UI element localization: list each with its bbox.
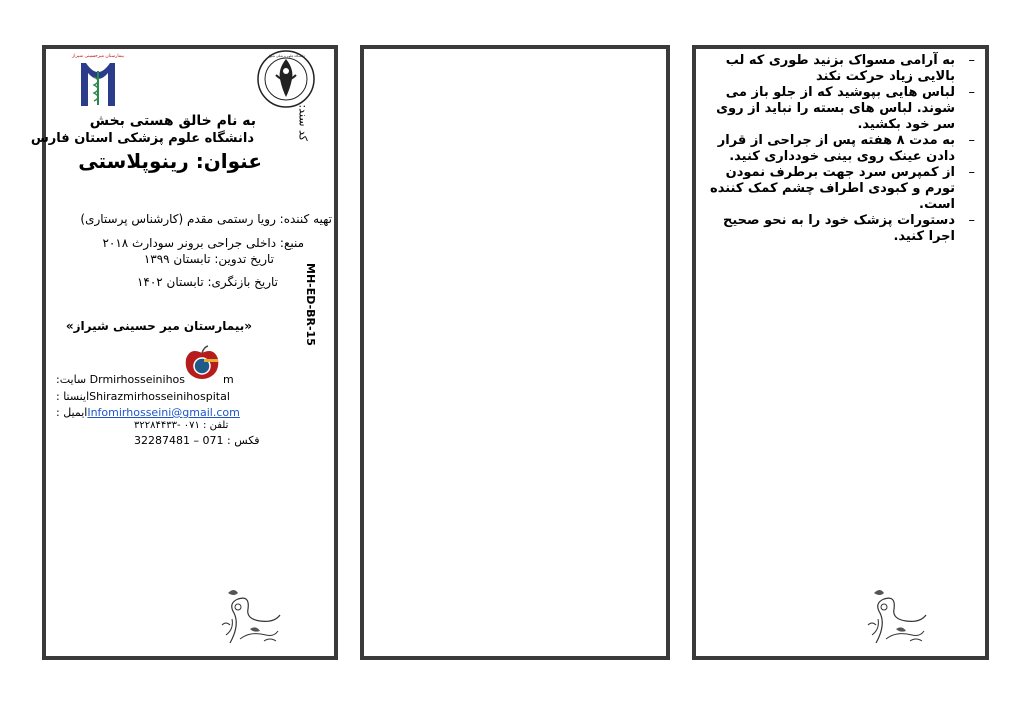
instruction-item: – لباس هایی بپوشید که از جلو باز می شوند. لباس های بسته را نباید از روی سر خود بکشید. [716, 85, 975, 132]
bullet-dash: – [968, 85, 975, 100]
instruction-item: – به آرامی مسواک بزنید طوری که لب بالایی زیاد حرکت نکند [725, 53, 975, 84]
blank-panel [360, 45, 670, 660]
hospital-logo-text: بیمارستان میرحسینی شیراز [72, 54, 124, 59]
bullet-dash: – [968, 133, 975, 148]
site-value[interactable]: Drmirhosseinihos [89, 373, 186, 386]
insta-label: : اینستا [56, 390, 90, 403]
insta-line [56, 390, 230, 403]
document-code: MH-ED-BR-15 [304, 263, 317, 346]
title-basmala: به نام خالق هستی بخش [89, 113, 256, 129]
compiled-date: تاریخ تدوین: تابستان ۱۳۹۹ [143, 252, 274, 266]
title-university: دانشگاه علوم پزشکی استان فارس [30, 131, 254, 146]
prepared-by: تهیه کننده: رویا رستمی مقدم (کارشناس پرستاری) [80, 212, 332, 226]
instruction-item: – به مدت ۸ هفته پس از جراحی از قرار دادن عینک روی بینی خودداری کنید. [717, 133, 975, 164]
instruction-item: – دستورات پزشک خود را به نحو صحیح اجرا کنید. [722, 213, 975, 244]
instructions-list [705, 53, 975, 245]
bullet-dash: – [968, 165, 975, 180]
source-line: منبع: داخلی جراحی برونر سودارث ۲۰۱۸ [102, 236, 304, 250]
corner-ornament-icon [866, 585, 928, 645]
hospital-logo [72, 51, 124, 109]
email-line [56, 406, 240, 419]
email-link[interactable]: Infomirhosseini@gmail.com [87, 406, 240, 419]
page-title: عنوان: رینوپلاستی [78, 149, 262, 173]
fax-line: فکس : 071 – 32287481 [134, 434, 260, 447]
instructions-panel [692, 45, 989, 660]
bullet-dash: – [968, 53, 975, 68]
university-logo-text: دانشگاه علوم پزشکی شیراز [267, 54, 305, 58]
phone-line: ۳۲۲۸۴۴۳۳- ۰۷۱ : تلفن [134, 420, 229, 431]
site-label: :سایت [56, 373, 87, 386]
site-line [56, 373, 234, 386]
university-logo [256, 49, 316, 109]
brochure-cover-panel [30, 45, 338, 660]
revised-date: تاریخ بازنگری: تابستان ۱۴۰۲ [136, 275, 278, 289]
bullet-dash: – [968, 213, 975, 228]
site-suffix: m [223, 373, 234, 386]
hospital-name: «بیمارستان میر حسینی شیراز» [65, 319, 252, 333]
corner-ornament-icon [220, 585, 282, 645]
insta-value[interactable]: Shirazmirhosseinihospital [89, 390, 230, 403]
instruction-item: – از کمپرس سرد جهت برطرف نمودن تورم و کبودی اطراف چشم کمک کننده است. [710, 165, 975, 212]
email-label: : ایمیل [56, 406, 88, 419]
doc-number-label: کد سند: [297, 104, 310, 141]
